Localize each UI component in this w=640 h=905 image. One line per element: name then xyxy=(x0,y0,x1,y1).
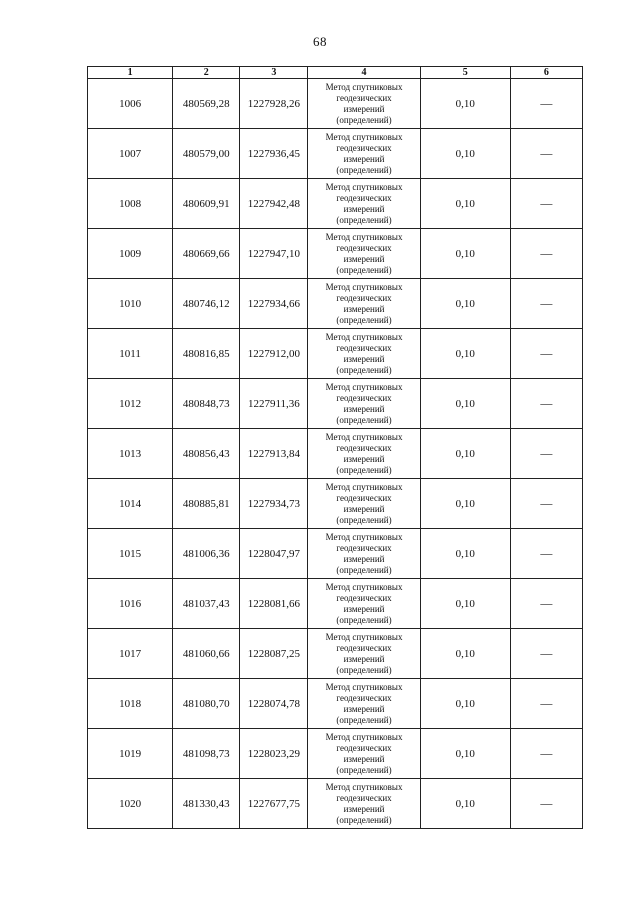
note-dash: — xyxy=(540,196,553,210)
y-coordinate-cell: 1228074,78 xyxy=(240,679,308,729)
method-line: (определений) xyxy=(336,114,392,125)
method-cell xyxy=(308,379,420,429)
note-dash: — xyxy=(540,546,553,560)
table-row xyxy=(88,729,583,779)
point-number-cell: 1018 xyxy=(88,679,173,729)
note-dash: — xyxy=(540,396,553,410)
method-cell xyxy=(308,579,420,629)
method-line: Метод спутниковых xyxy=(325,431,403,442)
note-dash: — xyxy=(540,696,553,710)
method-line: Метод спутниковых xyxy=(325,631,403,642)
x-coordinate-cell: 480579,00 xyxy=(173,129,240,179)
point-number-cell: 1019 xyxy=(88,729,173,779)
method-line: Метод спутниковых xyxy=(325,681,403,692)
table-body xyxy=(88,79,583,829)
accuracy-cell: 0,10 xyxy=(420,129,510,179)
page-number: 68 xyxy=(313,34,327,49)
method-line: геодезических xyxy=(336,692,392,703)
method-line: геодезических xyxy=(336,592,392,603)
y-coordinate-cell: 1227912,00 xyxy=(240,329,308,379)
y-coordinate-cell: 1228087,25 xyxy=(240,629,308,679)
method-cell xyxy=(308,129,420,179)
x-coordinate-cell: 481037,43 xyxy=(173,579,240,629)
x-coordinate-cell: 480746,12 xyxy=(173,279,240,329)
method-line: геодезических xyxy=(336,142,392,153)
method-cell xyxy=(308,279,420,329)
note-dash: — xyxy=(540,446,553,460)
y-coordinate-cell: 1227934,73 xyxy=(240,479,308,529)
note-cell xyxy=(510,479,582,529)
note-cell xyxy=(510,129,582,179)
method-line: Метод спутниковых xyxy=(325,181,403,192)
header-col-6: 6 xyxy=(510,67,582,79)
x-coordinate-cell: 480609,91 xyxy=(173,179,240,229)
method-cell xyxy=(308,529,420,579)
x-coordinate-cell: 481080,70 xyxy=(173,679,240,729)
method-line: измерений xyxy=(343,353,385,364)
note-cell xyxy=(510,629,582,679)
note-dash: — xyxy=(540,96,553,110)
table-row xyxy=(88,529,583,579)
method-line: (определений) xyxy=(336,214,392,225)
point-number-cell: 1010 xyxy=(88,279,173,329)
y-coordinate-cell: 1228047,97 xyxy=(240,529,308,579)
accuracy-cell: 0,10 xyxy=(420,229,510,279)
point-number-cell: 1017 xyxy=(88,629,173,679)
method-line: измерений xyxy=(343,453,385,464)
y-coordinate-cell: 1227911,36 xyxy=(240,379,308,429)
method-cell xyxy=(308,79,420,129)
method-line: геодезических xyxy=(336,92,392,103)
note-cell xyxy=(510,179,582,229)
table-row xyxy=(88,579,583,629)
method-cell xyxy=(308,679,420,729)
accuracy-cell: 0,10 xyxy=(420,579,510,629)
note-dash: — xyxy=(540,296,553,310)
method-line: (определений) xyxy=(336,164,392,175)
method-line: (определений) xyxy=(336,614,392,625)
method-line: измерений xyxy=(343,803,385,814)
method-line: (определений) xyxy=(336,514,392,525)
x-coordinate-cell: 481060,66 xyxy=(173,629,240,679)
note-cell xyxy=(510,729,582,779)
y-coordinate-cell: 1227913,84 xyxy=(240,429,308,479)
point-number-cell: 1016 xyxy=(88,579,173,629)
method-line: Метод спутниковых xyxy=(325,281,403,292)
accuracy-cell: 0,10 xyxy=(420,779,510,829)
point-number-cell: 1014 xyxy=(88,479,173,529)
accuracy-cell: 0,10 xyxy=(420,729,510,779)
point-number-cell: 1006 xyxy=(88,79,173,129)
x-coordinate-cell: 480885,81 xyxy=(173,479,240,529)
method-line: Метод спутниковых xyxy=(325,781,403,792)
accuracy-cell: 0,10 xyxy=(420,179,510,229)
method-line: измерений xyxy=(343,553,385,564)
method-line: Метод спутниковых xyxy=(325,231,403,242)
method-line: геодезических xyxy=(336,192,392,203)
note-cell xyxy=(510,329,582,379)
header-col-2: 2 xyxy=(173,67,240,79)
note-cell xyxy=(510,679,582,729)
method-cell xyxy=(308,329,420,379)
accuracy-cell: 0,10 xyxy=(420,79,510,129)
accuracy-cell: 0,10 xyxy=(420,279,510,329)
table-row xyxy=(88,479,583,529)
method-cell xyxy=(308,179,420,229)
note-dash: — xyxy=(540,796,553,810)
table-row xyxy=(88,329,583,379)
method-line: геодезических xyxy=(336,292,392,303)
x-coordinate-cell: 481330,43 xyxy=(173,779,240,829)
y-coordinate-cell: 1227936,45 xyxy=(240,129,308,179)
method-line: Метод спутниковых xyxy=(325,481,403,492)
table-row xyxy=(88,429,583,479)
y-coordinate-cell: 1227928,26 xyxy=(240,79,308,129)
method-line: геодезических xyxy=(336,342,392,353)
method-line: измерений xyxy=(343,103,385,114)
method-line: (определений) xyxy=(336,264,392,275)
accuracy-cell: 0,10 xyxy=(420,429,510,479)
accuracy-cell: 0,10 xyxy=(420,379,510,429)
method-line: измерений xyxy=(343,503,385,514)
accuracy-cell: 0,10 xyxy=(420,679,510,729)
table-header xyxy=(88,67,583,79)
note-cell xyxy=(510,529,582,579)
note-cell xyxy=(510,279,582,329)
method-line: Метод спутниковых xyxy=(325,331,403,342)
note-dash: — xyxy=(540,146,553,160)
method-cell xyxy=(308,429,420,479)
note-cell xyxy=(510,779,582,829)
point-number-cell: 1020 xyxy=(88,779,173,829)
method-line: геодезических xyxy=(336,242,392,253)
method-line: (определений) xyxy=(336,314,392,325)
y-coordinate-cell: 1227934,66 xyxy=(240,279,308,329)
method-line: Метод спутниковых xyxy=(325,81,403,92)
x-coordinate-cell: 481098,73 xyxy=(173,729,240,779)
method-line: измерений xyxy=(343,703,385,714)
accuracy-cell: 0,10 xyxy=(420,329,510,379)
point-number-cell: 1015 xyxy=(88,529,173,579)
x-coordinate-cell: 480856,43 xyxy=(173,429,240,479)
method-line: геодезических xyxy=(336,392,392,403)
x-coordinate-cell: 481006,36 xyxy=(173,529,240,579)
table-row xyxy=(88,629,583,679)
header-col-4: 4 xyxy=(308,67,420,79)
method-line: (определений) xyxy=(336,564,392,575)
y-coordinate-cell: 1227942,48 xyxy=(240,179,308,229)
table-row xyxy=(88,779,583,829)
method-line: измерений xyxy=(343,403,385,414)
y-coordinate-cell: 1228081,66 xyxy=(240,579,308,629)
point-number-cell: 1008 xyxy=(88,179,173,229)
method-line: Метод спутниковых xyxy=(325,731,403,742)
method-line: (определений) xyxy=(336,714,392,725)
note-dash: — xyxy=(540,346,553,360)
note-dash: — xyxy=(540,646,553,660)
table-row xyxy=(88,79,583,129)
note-cell xyxy=(510,79,582,129)
x-coordinate-cell: 480816,85 xyxy=(173,329,240,379)
header-col-1: 1 xyxy=(88,67,173,79)
point-number-cell: 1012 xyxy=(88,379,173,429)
method-line: Метод спутниковых xyxy=(325,581,403,592)
method-line: геодезических xyxy=(336,442,392,453)
note-dash: — xyxy=(540,596,553,610)
table-row xyxy=(88,279,583,329)
accuracy-cell: 0,10 xyxy=(420,529,510,579)
point-number-cell: 1009 xyxy=(88,229,173,279)
method-line: Метод спутниковых xyxy=(325,381,403,392)
table-row xyxy=(88,129,583,179)
method-line: измерений xyxy=(343,753,385,764)
method-cell xyxy=(308,729,420,779)
y-coordinate-cell: 1227677,75 xyxy=(240,779,308,829)
method-line: Метод спутниковых xyxy=(325,131,403,142)
point-number-cell: 1011 xyxy=(88,329,173,379)
note-dash: — xyxy=(540,496,553,510)
point-number-cell: 1007 xyxy=(88,129,173,179)
x-coordinate-cell: 480669,66 xyxy=(173,229,240,279)
header-col-5: 5 xyxy=(420,67,510,79)
y-coordinate-cell: 1228023,29 xyxy=(240,729,308,779)
note-cell xyxy=(510,579,582,629)
method-line: Метод спутниковых xyxy=(325,531,403,542)
method-line: измерений xyxy=(343,203,385,214)
method-line: (определений) xyxy=(336,364,392,375)
note-cell xyxy=(510,379,582,429)
accuracy-cell: 0,10 xyxy=(420,629,510,679)
y-coordinate-cell: 1227947,10 xyxy=(240,229,308,279)
method-line: (определений) xyxy=(336,814,392,825)
method-line: (определений) xyxy=(336,664,392,675)
method-cell xyxy=(308,479,420,529)
method-line: геодезических xyxy=(336,642,392,653)
method-line: измерений xyxy=(343,253,385,264)
method-cell xyxy=(308,779,420,829)
note-dash: — xyxy=(540,746,553,760)
table-row xyxy=(88,379,583,429)
note-cell xyxy=(510,429,582,479)
table-row xyxy=(88,679,583,729)
table-row xyxy=(88,229,583,279)
coordinates-table xyxy=(87,66,583,829)
method-line: измерений xyxy=(343,153,385,164)
method-line: геодезических xyxy=(336,792,392,803)
point-number-cell: 1013 xyxy=(88,429,173,479)
note-cell xyxy=(510,229,582,279)
method-line: геодезических xyxy=(336,492,392,503)
method-line: (определений) xyxy=(336,764,392,775)
method-cell xyxy=(308,629,420,679)
method-line: (определений) xyxy=(336,464,392,475)
header-row xyxy=(88,67,583,79)
method-line: измерений xyxy=(343,653,385,664)
note-dash: — xyxy=(540,246,553,260)
x-coordinate-cell: 480569,28 xyxy=(173,79,240,129)
x-coordinate-cell: 480848,73 xyxy=(173,379,240,429)
method-line: геодезических xyxy=(336,542,392,553)
method-line: измерений xyxy=(343,603,385,614)
method-line: геодезических xyxy=(336,742,392,753)
method-line: (определений) xyxy=(336,414,392,425)
header-col-3: 3 xyxy=(240,67,308,79)
method-line: измерений xyxy=(343,303,385,314)
method-cell xyxy=(308,229,420,279)
table-row xyxy=(88,179,583,229)
accuracy-cell: 0,10 xyxy=(420,479,510,529)
